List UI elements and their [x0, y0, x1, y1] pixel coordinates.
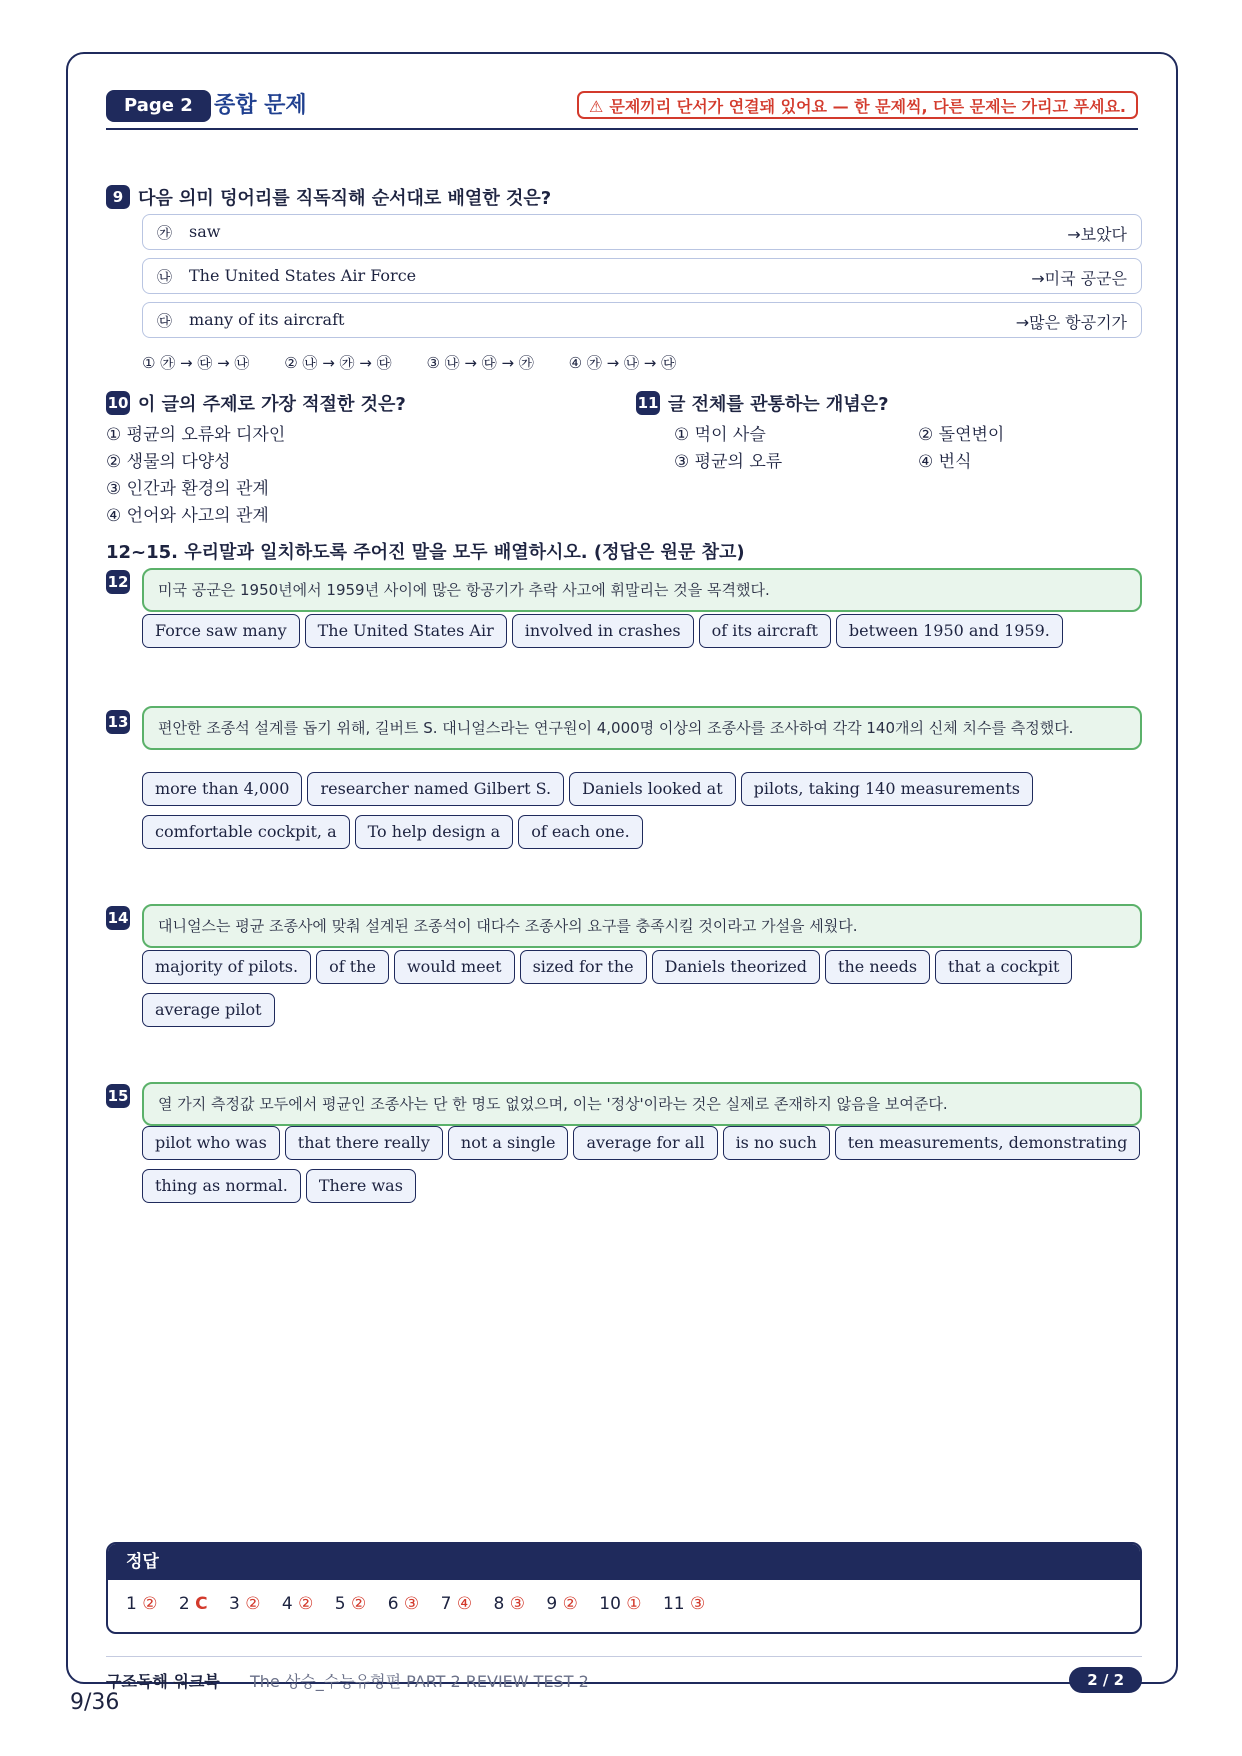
chunk-marker: ㉯: [157, 268, 173, 286]
word-chip[interactable]: of each one.: [518, 815, 643, 849]
question-11-header: [636, 390, 889, 416]
word-chip[interactable]: that a cockpit: [935, 950, 1072, 984]
word-chip[interactable]: sized for the: [520, 950, 647, 984]
footer-page-badge: 2 / 2: [1069, 1667, 1142, 1693]
answer-value: ③: [509, 1594, 525, 1614]
answer-value: ②: [351, 1594, 367, 1614]
option[interactable]: ① ㉮ → ㉰ → ㉯: [142, 354, 250, 372]
question-number: 15: [106, 1084, 130, 1108]
footer-brand: 구조독해 워크북: [106, 1672, 220, 1691]
answer-number: 6: [387, 1594, 399, 1614]
answer-item: [546, 1594, 577, 1614]
answer-item: [599, 1594, 641, 1614]
answer-value: ③: [690, 1594, 706, 1614]
answer-number: 10: [599, 1594, 621, 1614]
word-chip[interactable]: more than 4,000: [142, 772, 302, 806]
chunk-korean: →많은 항공기가: [1015, 313, 1127, 332]
word-chip-group: [142, 614, 1152, 657]
word-chip[interactable]: Daniels looked at: [569, 772, 736, 806]
answer-item: [335, 1594, 366, 1614]
answer-number: 8: [493, 1594, 505, 1614]
option[interactable]: ① 평균의 오류와 디자인: [106, 425, 286, 445]
option[interactable]: ③ 인간과 환경의 관계: [106, 479, 269, 499]
question-9-header: [106, 184, 551, 210]
chunk-english: saw: [189, 222, 221, 241]
warning-banner: [577, 91, 1138, 119]
korean-sentence-box: 대니얼스는 평균 조종사에 맞춰 설계된 조종석이 대다수 조종사의 요구를 충족시킬 것이라고 가설을 세웠다.: [142, 904, 1142, 948]
word-chip[interactable]: pilot who was: [142, 1126, 280, 1160]
chunk-english: many of its aircraft: [189, 310, 345, 329]
answer-number: 7: [440, 1594, 452, 1614]
answer-key-panel: [106, 1542, 1142, 1634]
answer-number: 5: [334, 1594, 346, 1614]
answer-item: [229, 1594, 260, 1614]
word-chip-group: [142, 1126, 1152, 1212]
word-chip[interactable]: comfortable cockpit, a: [142, 815, 350, 849]
answer-value: ④: [456, 1594, 473, 1614]
question-number: 13: [106, 710, 130, 734]
answer-value: ②: [298, 1594, 314, 1614]
footer-subtitle: The 상승_수능유형편 PART 2 REVIEW TEST 2: [250, 1672, 589, 1691]
answer-value: ①: [626, 1594, 642, 1614]
question-number: 10: [106, 391, 130, 415]
word-chip[interactable]: of its aircraft: [699, 614, 831, 648]
chunk-korean: →보았다: [1067, 225, 1127, 244]
option[interactable]: ② 돌연변이: [918, 425, 1005, 445]
word-chip[interactable]: the needs: [825, 950, 930, 984]
answer-number: 1: [126, 1594, 137, 1614]
page-badge: Page 2: [106, 90, 211, 122]
warning-text: 문제끼리 단서가 연결돼 있어요 — 한 문제씩, 다른 문제는 가리고 푸세요.: [609, 97, 1126, 116]
word-chip[interactable]: pilots, taking 140 measurements: [741, 772, 1033, 806]
answer-item: [493, 1594, 524, 1614]
word-chip[interactable]: of the: [316, 950, 389, 984]
word-chip[interactable]: researcher named Gilbert S.: [307, 772, 564, 806]
answer-value: C: [195, 1594, 208, 1614]
option[interactable]: ② 생물의 다양성: [106, 452, 231, 472]
option[interactable]: ③ ㉯ → ㉰ → ㉮: [426, 354, 534, 372]
question-text: 다음 의미 덩어리를 직독직해 순서대로 배열한 것은?: [138, 188, 552, 209]
answer-value: ②: [562, 1594, 578, 1614]
answer-item: [179, 1594, 208, 1614]
word-chip[interactable]: involved in crashes: [512, 614, 694, 648]
question-number: 14: [106, 906, 130, 930]
question-10-header: [106, 390, 406, 416]
section-instruction: 12~15. 우리말과 일치하도록 주어진 말을 모두 배열하시오. (정답은 원문 참고): [106, 542, 745, 563]
word-chip[interactable]: There was: [306, 1169, 416, 1203]
answer-value: ②: [245, 1594, 261, 1614]
document-page-number: 9/36: [70, 1690, 120, 1715]
option[interactable]: ④ 번식: [918, 452, 972, 472]
word-chip[interactable]: majority of pilots.: [142, 950, 311, 984]
option[interactable]: ③ 평균의 오류: [674, 452, 783, 472]
chunk-box: [142, 302, 1142, 338]
word-chip-group: [142, 950, 1152, 1036]
answer-number: 3: [229, 1594, 240, 1614]
option[interactable]: ② ㉯ → ㉮ → ㉰: [284, 354, 392, 372]
word-chip[interactable]: The United States Air: [305, 614, 507, 648]
korean-sentence-box: 편안한 조종석 설계를 돕기 위해, 길버트 S. 대니얼스라는 연구원이 4,000명 이상의 조종사를 조사하여 각각 140개의 신체 치수를 측정했다.: [142, 706, 1142, 750]
page-footer: [106, 1656, 1142, 1697]
answer-value: ②: [142, 1594, 158, 1614]
option[interactable]: ④ ㉮ → ㉯ → ㉰: [568, 354, 677, 372]
answer-value: ③: [403, 1594, 420, 1614]
word-chip[interactable]: is no such: [723, 1126, 830, 1160]
worksheet-content: [106, 90, 1138, 1691]
chunk-marker: ㉮: [157, 224, 173, 242]
answer-key-title: 정답: [108, 1544, 1140, 1580]
answer-number: 11: [662, 1594, 685, 1614]
word-chip[interactable]: average for all: [573, 1126, 717, 1160]
answer-key-list: [108, 1580, 1140, 1628]
question-9-options: [142, 352, 706, 373]
answer-item: [388, 1594, 419, 1614]
warning-triangle-icon: ⚠: [589, 97, 604, 116]
word-chip[interactable]: average pilot: [142, 993, 275, 1027]
chunk-box: [142, 214, 1142, 250]
word-chip[interactable]: thing as normal.: [142, 1169, 301, 1203]
question-text: 글 전체를 관통하는 개념은?: [668, 394, 889, 415]
word-chip[interactable]: To help design a: [355, 815, 514, 849]
chunk-marker: ㉰: [157, 312, 173, 330]
worksheet-page: [66, 52, 1178, 1691]
chunk-box: [142, 258, 1142, 294]
question-number: 9: [106, 185, 130, 209]
answer-item: [126, 1594, 157, 1614]
page-title: 종합 문제: [214, 93, 307, 118]
question-text: 이 글의 주제로 가장 적절한 것은?: [138, 394, 406, 415]
question-number: 12: [106, 570, 130, 594]
answer-item: [282, 1594, 313, 1614]
chunk-english: The United States Air Force: [189, 266, 417, 285]
answer-number: 2: [178, 1594, 190, 1614]
word-chip[interactable]: between 1950 and 1959.: [836, 614, 1063, 648]
word-chip-group: [142, 772, 1152, 858]
word-chip[interactable]: Force saw many: [142, 614, 300, 648]
question-number: 11: [636, 391, 660, 415]
page-header: [106, 90, 1138, 130]
chunk-korean: →미국 공군은: [1031, 269, 1127, 288]
option[interactable]: ① 먹이 사슬: [674, 425, 766, 445]
word-chip[interactable]: Daniels theorized: [652, 950, 820, 984]
answer-item: [441, 1594, 472, 1614]
word-chip[interactable]: would meet: [394, 950, 515, 984]
word-chip[interactable]: that there really: [285, 1126, 443, 1160]
word-chip[interactable]: not a single: [448, 1126, 569, 1160]
option[interactable]: ④ 언어와 사고의 관계: [106, 506, 269, 526]
korean-sentence-box: 열 가지 측정값 모두에서 평균인 조종사는 단 한 명도 없었으며, 이는 '정상'이라는 것은 실제로 존재하지 않음을 보여준다.: [142, 1082, 1142, 1126]
word-chip[interactable]: ten measurements, demonstrating: [835, 1126, 1141, 1160]
answer-item: [663, 1594, 705, 1614]
korean-sentence-box: 미국 공군은 1950년에서 1959년 사이에 많은 항공기가 추락 사고에 휘말리는 것을 목격했다.: [142, 568, 1142, 612]
answer-number: 4: [281, 1594, 293, 1614]
answer-number: 9: [546, 1594, 558, 1614]
